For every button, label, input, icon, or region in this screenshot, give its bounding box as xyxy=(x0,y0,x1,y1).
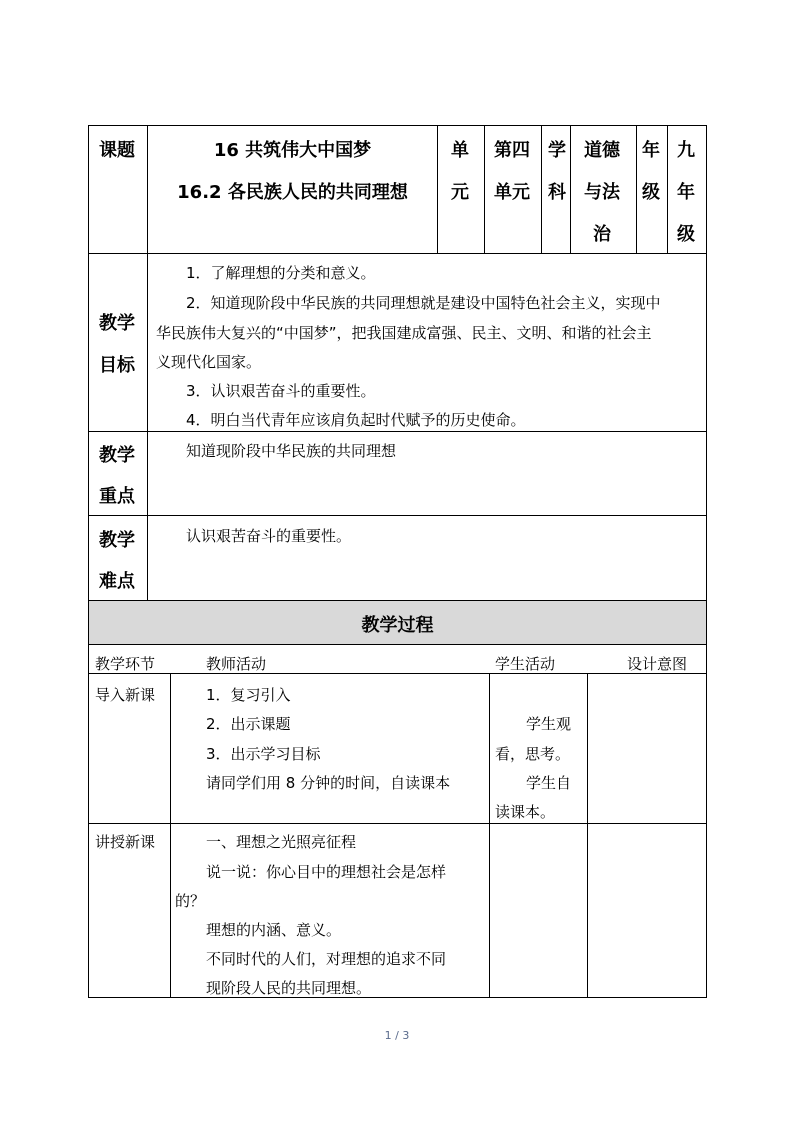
nianji-value-3: 级 xyxy=(677,224,695,245)
page-number: 1 / 3 xyxy=(384,1029,410,1042)
col-header-teacher: 教师活动 xyxy=(206,655,267,673)
nianji-value-1: 九 xyxy=(677,140,695,161)
lesson-title-line-1: 16 共筑伟大中国梦 xyxy=(213,140,372,161)
xueke-value-3: 治 xyxy=(593,224,611,245)
difficulty-label-2: 难点 xyxy=(99,571,135,592)
teacher-teach-2: 说一说：你心目中的理想社会是怎样 xyxy=(206,863,447,881)
teacher-teach-4: 理想的内涵、意义。 xyxy=(206,921,342,939)
teacher-intro-2: 2．出示课题 xyxy=(206,715,291,733)
danyuan-value-1: 第四 xyxy=(494,140,530,161)
nianji-label-2: 级 xyxy=(642,182,660,203)
stage-intro: 导入新课 xyxy=(95,686,156,704)
teacher-teach-3: 的？ xyxy=(175,892,206,910)
xueke-value-1: 道德 xyxy=(584,140,620,161)
goals-label-2: 目标 xyxy=(99,355,135,376)
difficulty-label-1: 教学 xyxy=(99,530,135,551)
student-intro-3: 学生自 xyxy=(526,774,572,792)
lesson-title-line-2: 16.2 各民族人民的共同理想 xyxy=(177,182,408,203)
goal-item-2: 2．知道现阶段中华民族的共同理想就是建设中国特色社会主义，实现中 xyxy=(186,294,661,312)
danyuan-label-1: 单 xyxy=(451,140,469,161)
keypoint-text: 知道现阶段中华民族的共同理想 xyxy=(186,442,397,460)
teacher-intro-3: 3．出示学习目标 xyxy=(206,745,321,763)
goals-label-1: 教学 xyxy=(99,313,135,334)
nianji-value-2: 年 xyxy=(677,182,695,203)
keypoint-label-1: 教学 xyxy=(99,445,135,466)
xueke-label-1: 学 xyxy=(548,140,566,161)
xueke-value-2: 与法 xyxy=(584,182,620,203)
stage-teach: 讲授新课 xyxy=(95,833,156,851)
danyuan-value-2: 单元 xyxy=(494,182,530,203)
teacher-teach-5: 不同时代的人们，对理想的追求不同 xyxy=(206,950,447,968)
student-intro-4: 读课本。 xyxy=(495,803,556,821)
goal-item-4: 4．明白当代青年应该肩负起时代赋予的历史使命。 xyxy=(186,411,526,429)
difficulty-text: 认识艰苦奋斗的重要性。 xyxy=(186,527,352,545)
col-header-stage: 教学环节 xyxy=(95,655,156,673)
keypoint-label-2: 重点 xyxy=(99,486,135,507)
goal-item-3: 3．认识艰苦奋斗的重要性。 xyxy=(186,382,376,400)
goal-item-2-cont-2: 义现代化国家。 xyxy=(156,353,262,371)
col-header-intent: 设计意图 xyxy=(627,655,688,673)
teacher-teach-6: 现阶段人民的共同理想。 xyxy=(206,979,372,997)
student-intro-2: 看，思考。 xyxy=(495,745,571,763)
danyuan-label-2: 元 xyxy=(451,182,469,203)
teacher-intro-4: 请同学们用 8 分钟的时间，自读课本 xyxy=(206,774,451,792)
teacher-teach-1: 一、理想之光照亮征程 xyxy=(206,833,357,851)
teacher-intro-1: 1．复习引入 xyxy=(206,686,291,704)
col-header-student: 学生活动 xyxy=(495,655,556,673)
process-title: 教学过程 xyxy=(361,615,434,636)
goal-item-1: 1．了解理想的分类和意义。 xyxy=(186,264,376,282)
student-intro-1: 学生观 xyxy=(526,715,572,733)
xueke-label-2: 科 xyxy=(548,182,566,203)
goal-item-2-cont: 华民族伟大复兴的“中国梦”，把我国建成富强、民主、文明、和谐的社会主 xyxy=(156,324,652,342)
nianji-label-1: 年 xyxy=(642,140,660,161)
keti-label: 课题 xyxy=(99,140,135,161)
